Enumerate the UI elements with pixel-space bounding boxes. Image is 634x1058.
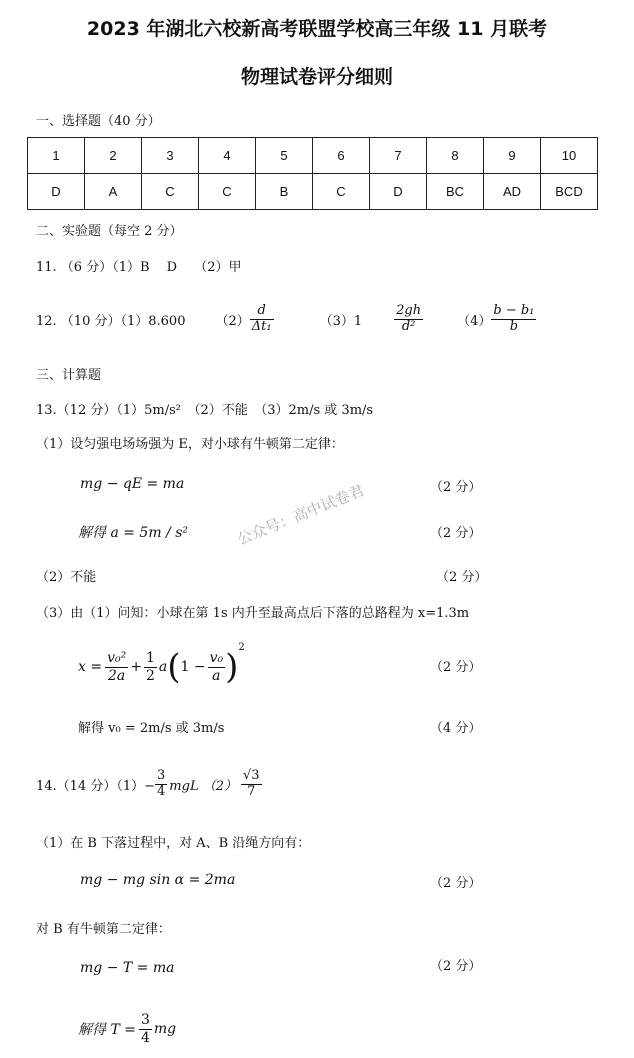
right-paren-icon: ) [225, 647, 239, 687]
page-subtitle: 物理试卷评分细则 [240, 66, 393, 88]
q12-part2-label: （2） [215, 313, 250, 329]
table-cell: C [313, 174, 370, 210]
answer-table-answer-row [28, 174, 598, 210]
q14-solution [78, 1005, 176, 1053]
table-cell: 10 [541, 138, 598, 174]
eq-fraction [144, 650, 157, 683]
table-cell: 6 [313, 138, 370, 174]
q13-equation3 [78, 640, 245, 694]
q12-answer [36, 296, 536, 342]
table-cell: BC [427, 174, 484, 210]
fraction-denominator: 4 [157, 783, 166, 799]
q14-equation2-score: （2 分） [430, 959, 482, 974]
q14-step1: （1）在 B 下落过程中，对 A、B 沿绳方向有： [36, 836, 311, 851]
q13-step1: （1）设匀强电场场强为 E，对小球有牛顿第二定律： [36, 437, 344, 452]
fraction-denominator: 2a [108, 667, 126, 684]
fraction-numerator: 3 [157, 767, 166, 783]
fraction-numerator: d [250, 304, 274, 320]
table-cell: 3 [142, 138, 199, 174]
q13-step2: （2）不能 [36, 570, 97, 585]
eq-one-minus: 1 − [180, 659, 206, 675]
q13-solution3: 解得 v₀ = 2m/s 或 3m/s [78, 721, 225, 736]
q12-part3-label: （3）1 [319, 313, 363, 329]
table-cell: 8 [427, 138, 484, 174]
q14-equation1: mg − mg sin α = 2ma [80, 872, 236, 888]
fraction-denominator: 7 [247, 783, 256, 799]
answer-table-number-row [28, 138, 598, 174]
eq-fraction [208, 650, 226, 683]
q13-step2-score: （2 分） [436, 570, 488, 585]
table-cell: BCD [541, 174, 598, 210]
q13-solution3-score: （4 分） [430, 721, 482, 736]
q13-equation1-score: （2 分） [430, 480, 482, 495]
q13-step3: （3）由（1）问知：小球在第 1s 内升至最高点后下落的总路程为 x=1.3m [36, 606, 470, 621]
table-cell: B [256, 174, 313, 210]
table-cell: 4 [199, 138, 256, 174]
q13-solution1-score: （2 分） [430, 526, 482, 541]
watermark-text: 公众号：高中试卷君 [234, 481, 367, 549]
q14-solution-prefix: 解得 T = [78, 1022, 136, 1038]
fraction-denominator: a [212, 667, 221, 684]
fraction-numerator: v₀ [209, 650, 224, 667]
table-cell: C [142, 174, 199, 210]
q12-part4-label: （4） [457, 313, 492, 329]
fraction-numerator: 1 [145, 650, 155, 667]
q14-mid: mgL （2） [169, 778, 237, 794]
fraction-denominator: b [509, 318, 519, 334]
q12-part4-fraction [491, 304, 536, 335]
q14-prefix: 14.（14 分）（1）− [36, 778, 156, 794]
q14-step2: 对 B 有牛顿第二定律： [36, 922, 171, 937]
table-cell: 7 [370, 138, 427, 174]
fraction-denominator: Δt₁ [251, 318, 272, 334]
table-cell: C [199, 174, 256, 210]
left-paren-icon: ( [167, 647, 181, 687]
q11-answer: 11. （6 分）（1）B D （2）甲 [36, 260, 242, 275]
eq-exponent: 2 [238, 642, 245, 653]
section-choice-heading: 一、选择题（40 分） [36, 114, 161, 129]
fraction-denominator: d² [401, 318, 416, 334]
q13-solution1: 解得 a = 5m / s² [78, 525, 189, 541]
q12-part3-fraction [394, 304, 423, 335]
q14-fraction1 [155, 769, 167, 800]
q12-prefix: 12. （10 分）（1）8.600 [36, 313, 186, 329]
fraction-denominator: 4 [140, 1029, 150, 1046]
eq-fraction [105, 650, 128, 683]
q14-equation2: mg − T = ma [80, 960, 175, 976]
fraction-numerator: v₀² [107, 650, 127, 667]
fraction-numerator: 3 [140, 1012, 150, 1029]
table-cell: 2 [85, 138, 142, 174]
fraction-numerator: b − b₁ [493, 302, 535, 318]
q14-solution-suffix: mg [153, 1021, 177, 1037]
q14-summary [36, 760, 262, 808]
table-cell: 9 [484, 138, 541, 174]
q13-summary: 13.（12 分）（1）5m/s² （2）不能 （3）2m/s 或 3m/s [36, 403, 374, 418]
table-cell: D [28, 174, 85, 210]
q14-solution-fraction [139, 1012, 152, 1045]
table-cell: 5 [256, 138, 313, 174]
q14-equation1-score: （2 分） [430, 876, 482, 891]
table-cell: 1 [28, 138, 85, 174]
q12-part2-fraction [250, 304, 274, 335]
q13-equation1: mg − qE = ma [80, 476, 185, 492]
eq-plus: + [130, 659, 142, 675]
fraction-numerator: √3 [242, 767, 260, 783]
table-cell: D [370, 174, 427, 210]
section-experiment-heading: 二、实验题（每空 2 分） [36, 224, 183, 239]
q14-fraction2 [241, 769, 262, 800]
fraction-numerator: 2gh [396, 302, 422, 318]
page-title: 2023 年湖北六校新高考联盟学校高三年级 11 月联考 [86, 18, 548, 40]
q13-equation3-score: （2 分） [430, 660, 482, 675]
eq-var-a: a [158, 659, 168, 675]
eq-lhs: x = [78, 659, 103, 675]
fraction-denominator: 2 [145, 667, 155, 684]
answer-table [27, 137, 598, 210]
table-cell: A [85, 174, 142, 210]
table-cell: AD [484, 174, 541, 210]
section-calc-heading: 三、计算题 [36, 368, 102, 383]
